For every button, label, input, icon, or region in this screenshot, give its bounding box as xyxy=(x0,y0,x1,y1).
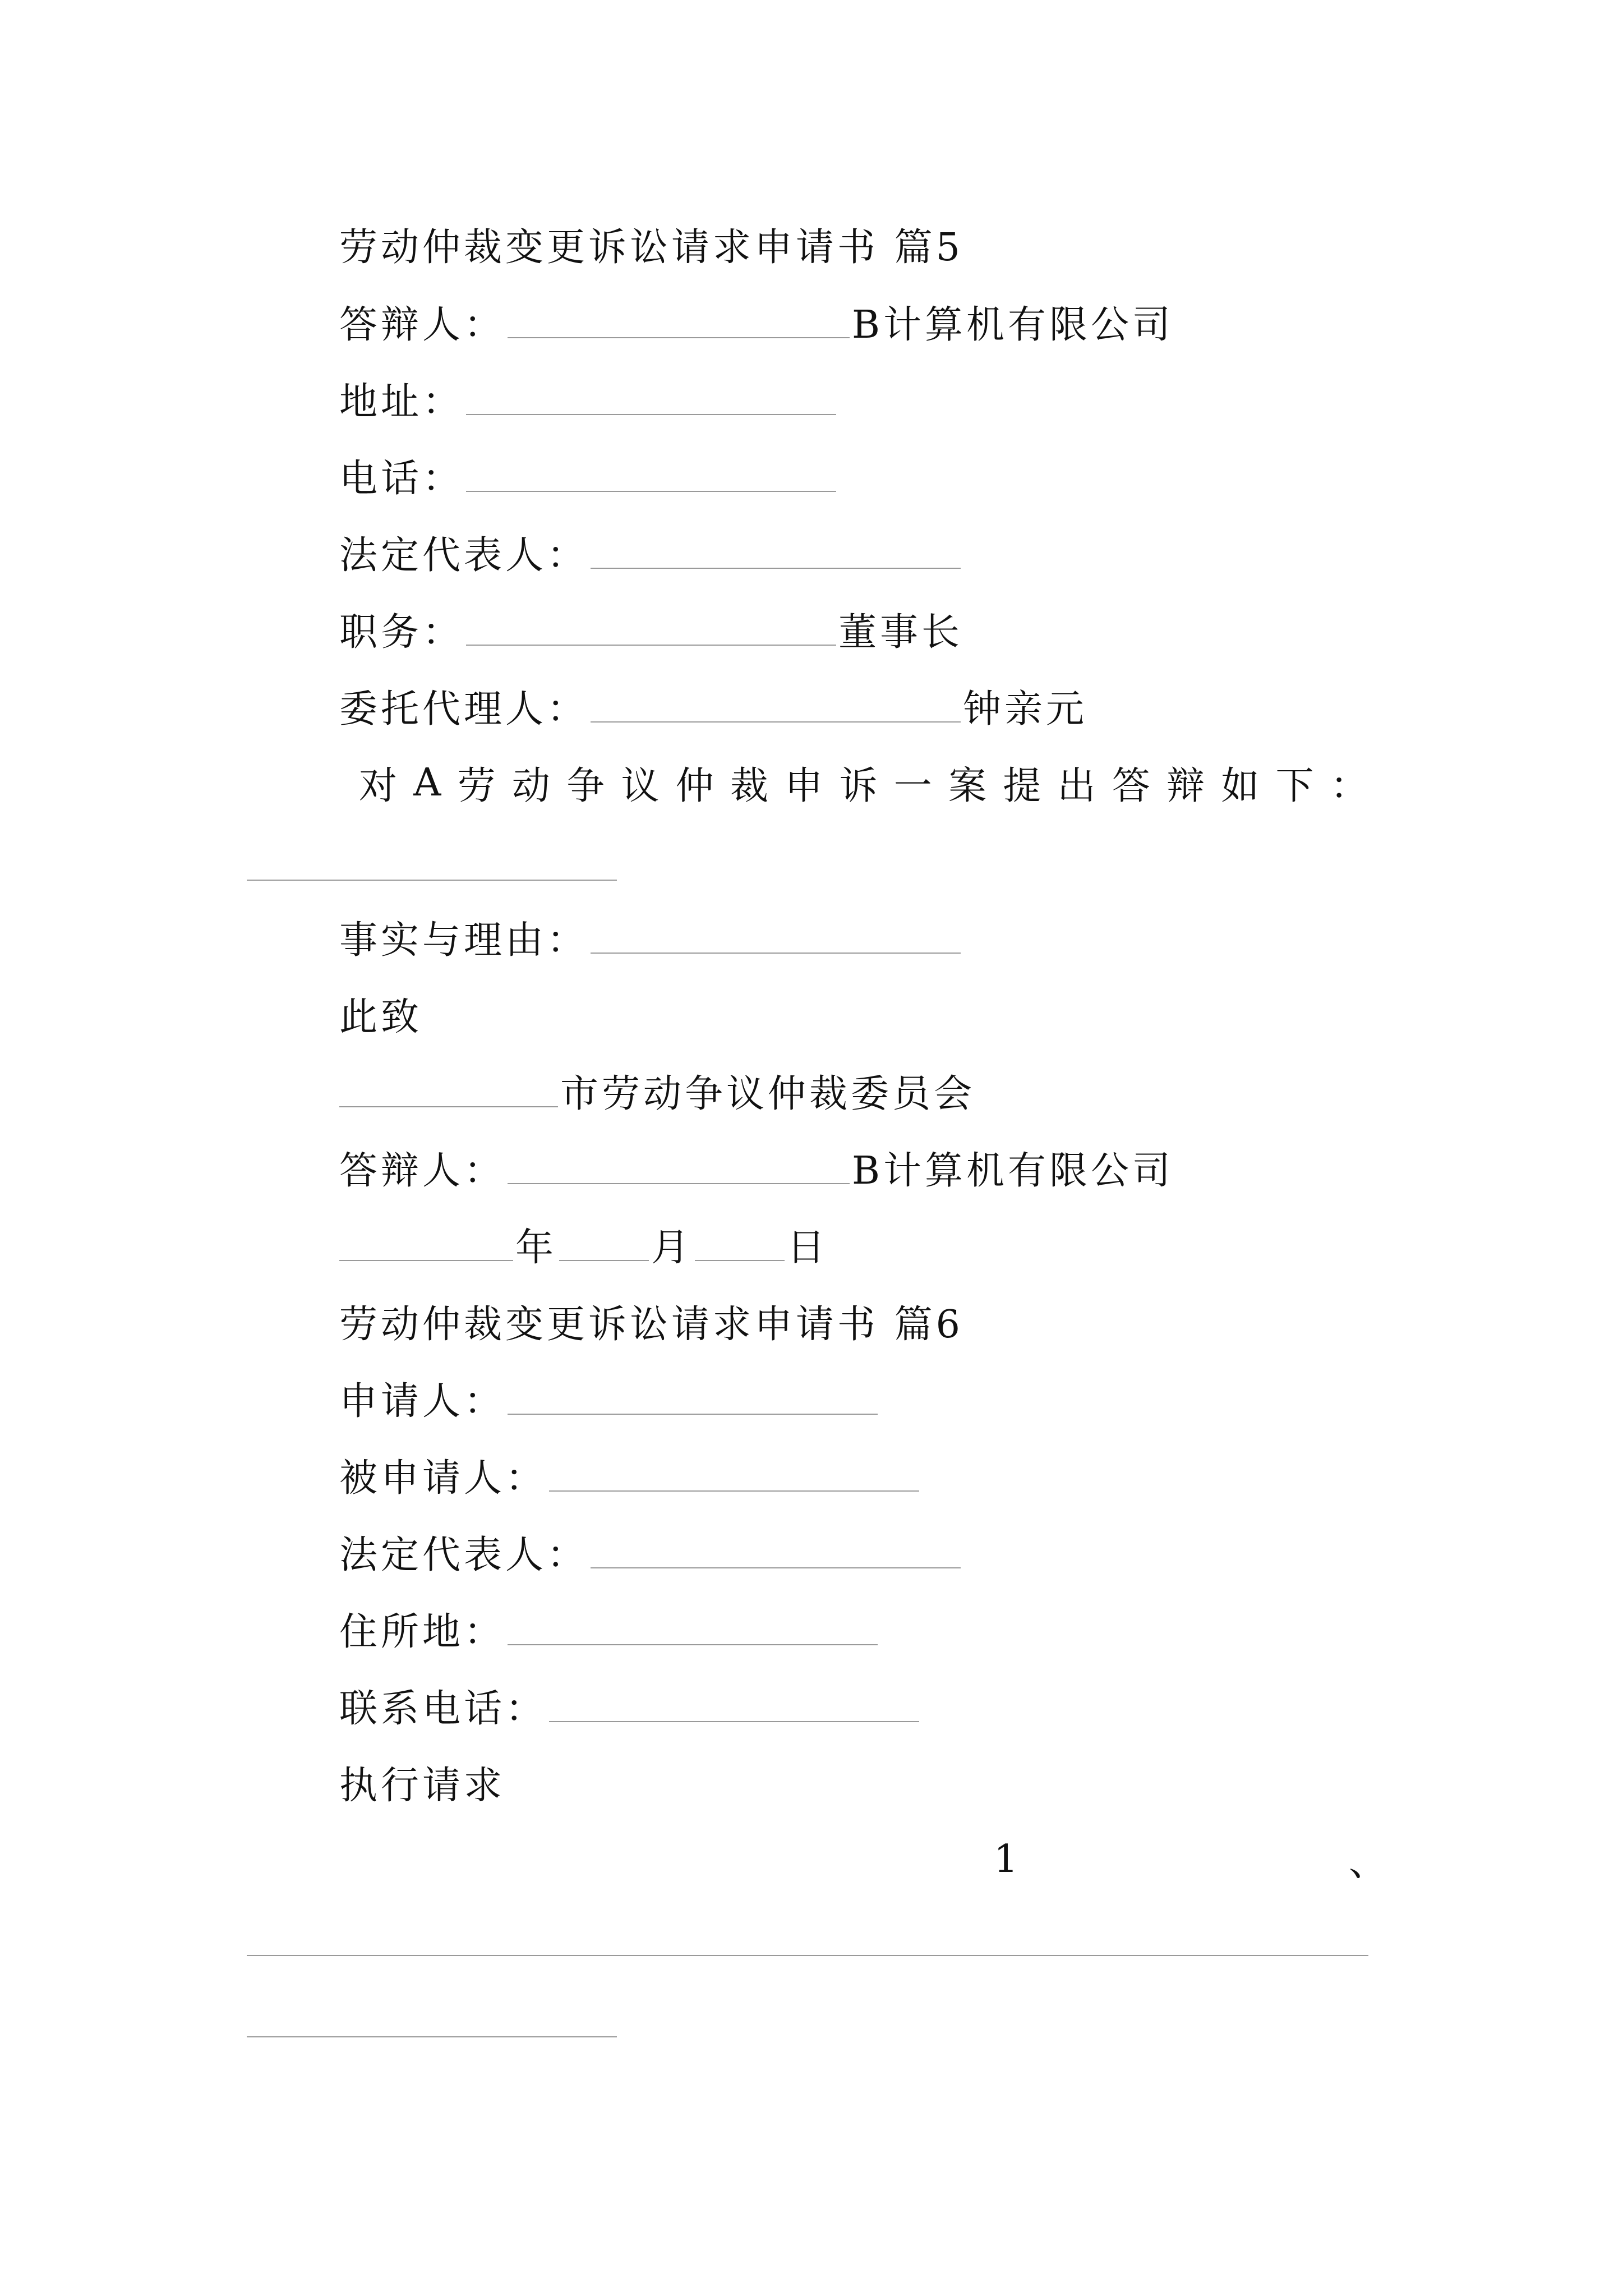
respondent6-line: 被申请人： xyxy=(339,1447,921,1503)
statement-line: 对 A 劳 动 争 议 仲 裁 申 诉 一 案 提 出 答 辩 如 下 ： xyxy=(359,760,1368,808)
phone-blank[interactable] xyxy=(466,458,836,492)
day-blank[interactable] xyxy=(695,1227,785,1261)
respondent-blank[interactable] xyxy=(508,305,850,338)
facts-line: 事实与理由： xyxy=(339,909,963,965)
contact-phone-blank[interactable] xyxy=(549,1688,919,1722)
item-separator: 、 xyxy=(1349,1840,1387,1885)
contact-phone-line: 联系电话： xyxy=(339,1677,921,1733)
address-line: 地址： xyxy=(339,370,838,426)
legal-rep-blank[interactable] xyxy=(591,535,961,569)
respondent-sign-blank[interactable] xyxy=(508,1151,850,1184)
month-blank[interactable] xyxy=(559,1227,649,1261)
execution-request-heading: 执行请求 xyxy=(339,1763,506,1808)
respondent6-blank[interactable] xyxy=(549,1458,919,1492)
statement-blank[interactable] xyxy=(247,880,617,881)
applicant-line: 申请人： xyxy=(339,1370,880,1426)
legal-rep-line: 法定代表人： xyxy=(339,524,963,580)
legal-rep6-line: 法定代表人： xyxy=(339,1524,963,1580)
position-line: 职务： 董事长 xyxy=(339,610,963,655)
closing-line: 此致 xyxy=(339,995,423,1039)
address-blank[interactable] xyxy=(466,381,836,415)
agent-blank[interactable] xyxy=(591,689,961,723)
applicant-blank[interactable] xyxy=(508,1381,878,1415)
year-blank[interactable] xyxy=(339,1227,513,1261)
section5-title: 劳动仲裁变更诉讼请求申请书 篇5 xyxy=(339,225,963,270)
position-blank[interactable] xyxy=(466,612,836,646)
phone-line: 电话： xyxy=(339,447,838,503)
section6-title: 劳动仲裁变更诉讼请求申请书 篇6 xyxy=(339,1302,963,1347)
respondent-sign-line: 答辩人： B计算机有限公司 xyxy=(339,1148,1174,1193)
facts-blank[interactable] xyxy=(591,920,961,954)
residence-blank[interactable] xyxy=(508,1612,878,1645)
legal-rep6-blank[interactable] xyxy=(591,1535,961,1568)
item-number: 1 xyxy=(994,1837,1018,1881)
committee-line: 市劳动争议仲裁委员会 xyxy=(339,1062,975,1119)
residence-line: 住所地： xyxy=(339,1600,880,1657)
city-blank[interactable] xyxy=(339,1074,558,1107)
respondent-line: 答辩人： B计算机有限公司 xyxy=(339,302,1174,347)
request-blank-line-2[interactable] xyxy=(247,2036,617,2037)
request-blank-line-1[interactable] xyxy=(247,1955,1368,1956)
agent-line: 委托代理人： 钟亲元 xyxy=(339,687,1088,731)
date-line: 年 月 日 xyxy=(339,1216,828,1272)
